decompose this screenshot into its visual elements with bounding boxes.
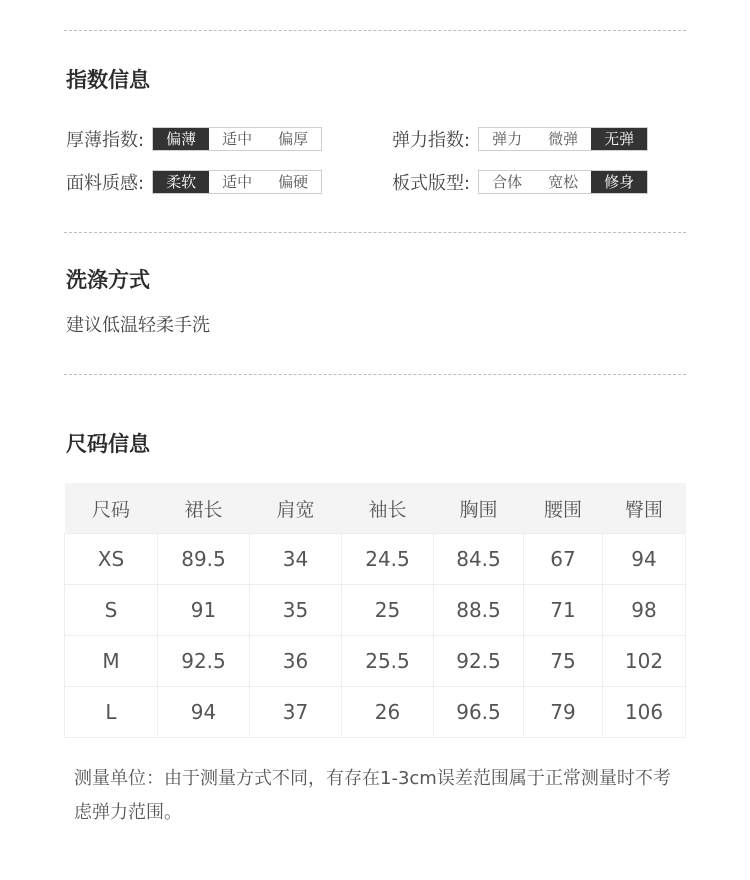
- column-header: 臀围: [603, 483, 686, 534]
- index-row-texture: [66, 169, 322, 195]
- table-cell: 25.5: [342, 636, 434, 687]
- option-chip: 偏硬: [278, 173, 309, 191]
- table-cell: 94: [158, 687, 250, 738]
- table-cell: 94: [603, 534, 686, 585]
- option-chip: 合体: [492, 173, 523, 191]
- size-section-title: 尺码信息: [66, 432, 150, 456]
- table-cell: 102: [603, 636, 686, 687]
- table-cell: 37: [250, 687, 342, 738]
- table-cell: 71: [524, 585, 603, 636]
- option-chip: 修身: [591, 171, 647, 193]
- table-cell: 91: [158, 585, 250, 636]
- wash-section-title: 洗涤方式: [66, 268, 150, 292]
- table-cell: 84.5: [434, 534, 524, 585]
- section-divider: [64, 374, 686, 375]
- option-chip: 偏薄: [153, 128, 209, 150]
- column-header: 胸围: [434, 483, 524, 534]
- table-cell: 36: [250, 636, 342, 687]
- table-header-row: [65, 483, 686, 534]
- index-row-label: 厚薄指数:: [66, 130, 145, 151]
- column-header: 肩宽: [250, 483, 342, 534]
- table-cell: 24.5: [342, 534, 434, 585]
- column-header: 袖长: [342, 483, 434, 534]
- size-table: [64, 483, 686, 738]
- index-row-label: 面料质感:: [66, 173, 145, 194]
- option-chip: 适中: [222, 130, 253, 148]
- option-group: [152, 127, 322, 151]
- option-chip: 柔软: [153, 171, 209, 193]
- table-cell: 88.5: [434, 585, 524, 636]
- index-section-title: 指数信息: [66, 68, 150, 92]
- table-cell: 92.5: [158, 636, 250, 687]
- option-group: [478, 127, 648, 151]
- index-row-thickness: [66, 126, 322, 152]
- table-row: [65, 585, 686, 636]
- table-cell: 26: [342, 687, 434, 738]
- table-cell: 98: [603, 585, 686, 636]
- option-chip: 适中: [222, 173, 253, 191]
- index-row-fit: [392, 169, 648, 195]
- wash-instructions: 建议低温轻柔手洗: [66, 315, 210, 336]
- column-header: 腰围: [524, 483, 603, 534]
- table-cell: 35: [250, 585, 342, 636]
- index-row-elasticity: [392, 126, 648, 152]
- table-cell: 92.5: [434, 636, 524, 687]
- index-row-label: 弹力指数:: [392, 130, 471, 151]
- column-header: 裙长: [158, 483, 250, 534]
- option-chip: 微弹: [548, 130, 579, 148]
- table-cell: 106: [603, 687, 686, 738]
- table-cell: 89.5: [158, 534, 250, 585]
- option-chip: 弹力: [492, 130, 523, 148]
- index-row-label: 板式版型:: [392, 173, 471, 194]
- table-cell: 25: [342, 585, 434, 636]
- table-cell: 79: [524, 687, 603, 738]
- table-cell: 34: [250, 534, 342, 585]
- section-divider: [64, 232, 686, 233]
- top-divider: [64, 30, 686, 31]
- option-chip: 宽松: [548, 173, 579, 191]
- option-group: [478, 170, 648, 194]
- table-cell: 96.5: [434, 687, 524, 738]
- measurement-note: 测量单位：由于测量方式不同，有存在1-3cm误差范围属于正常测量时不考虑弹力范围。: [74, 768, 671, 823]
- table-cell: XS: [65, 534, 158, 585]
- table-row: [65, 687, 686, 738]
- option-chip: 无弹: [591, 128, 647, 150]
- table-cell: M: [65, 636, 158, 687]
- table-cell: 75: [524, 636, 603, 687]
- option-group: [152, 170, 322, 194]
- table-cell: 67: [524, 534, 603, 585]
- option-chip: 偏厚: [278, 130, 309, 148]
- table-cell: S: [65, 585, 158, 636]
- column-header: 尺码: [65, 483, 158, 534]
- table-row: [65, 636, 686, 687]
- table-row: [65, 534, 686, 585]
- table-cell: L: [65, 687, 158, 738]
